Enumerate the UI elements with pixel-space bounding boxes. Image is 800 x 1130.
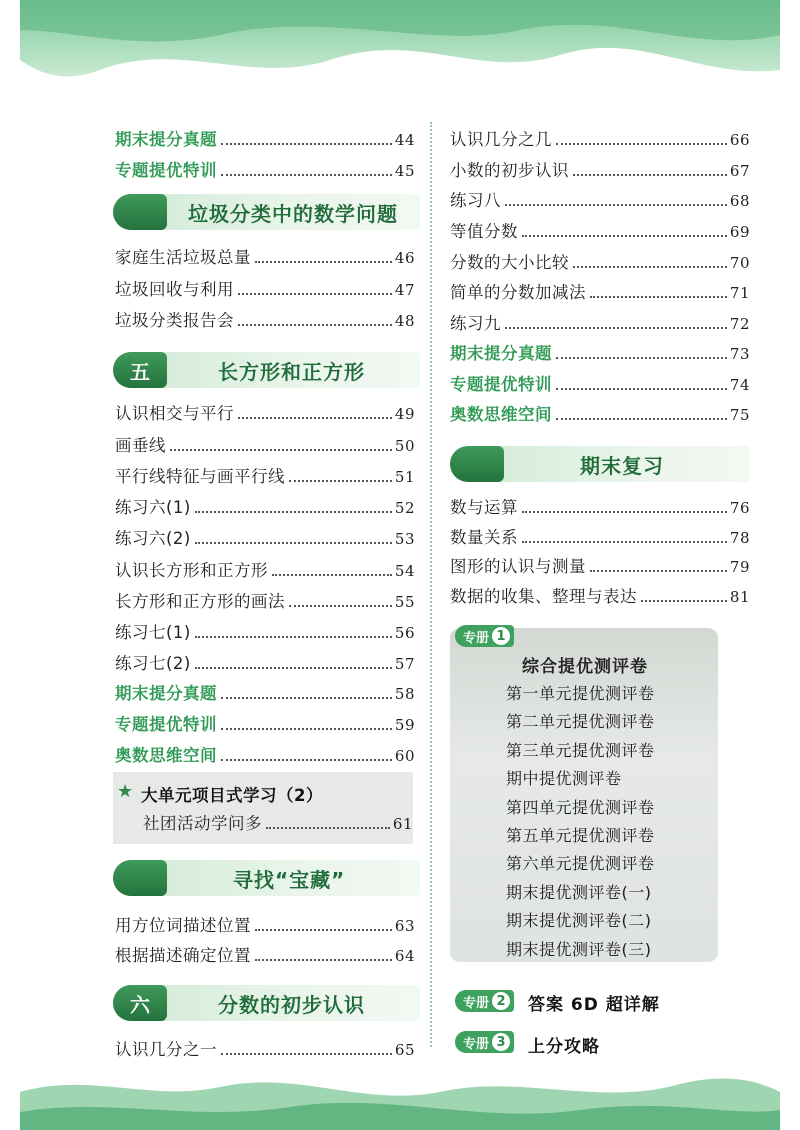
section-header[interactable]	[113, 860, 420, 896]
leader-dots	[641, 600, 727, 602]
section-title: 寻找“宝藏”	[233, 867, 346, 892]
leader-dots	[255, 959, 392, 961]
toc-entry-page: 56	[394, 624, 415, 642]
leader-dots	[238, 293, 392, 295]
leader-dots	[221, 759, 392, 761]
toc-entry-page: 72	[729, 315, 750, 333]
leader-dots	[221, 174, 392, 176]
leader-dots	[505, 204, 727, 206]
booklet-1-list	[506, 680, 655, 964]
leader-dots	[590, 570, 727, 572]
toc-entry-title: 画垂线	[115, 436, 166, 455]
toc-entry-title: 小数的初步认识	[450, 161, 569, 180]
section-tab	[113, 860, 167, 896]
toc-entry[interactable]	[115, 1040, 415, 1060]
toc-entry[interactable]	[115, 467, 415, 487]
toc-entry-title: 专题提优特训	[450, 375, 552, 394]
toc-entry-title: 期末提分真题	[450, 344, 552, 363]
toc-entry-title: 图形的认识与测量	[450, 557, 586, 576]
toc-entry-title: 简单的分数加减法	[450, 283, 586, 302]
leader-dots	[238, 417, 392, 419]
toc-entry-page: 78	[729, 529, 750, 547]
toc-entry-title: 平行线特征与画平行线	[115, 467, 285, 486]
leader-dots	[522, 541, 727, 543]
leader-dots	[266, 827, 390, 829]
toc-entry-page: 79	[729, 558, 750, 576]
toc-entry-title: 数据的收集、整理与表达	[450, 587, 637, 606]
toc-entry[interactable]	[115, 684, 415, 704]
booklet-item[interactable]: 第三单元提优测评卷	[506, 740, 655, 760]
booklet-badge-number: 1	[492, 627, 510, 645]
leader-dots	[522, 235, 727, 237]
leader-dots	[289, 605, 392, 607]
section-tab: 六	[113, 985, 167, 1021]
toc-entry-title: 期末提分真题	[115, 684, 217, 703]
toc-entry-title: 等值分数	[450, 222, 518, 241]
section-header[interactable]	[450, 446, 750, 482]
toc-entry-page: 65	[394, 1041, 415, 1059]
top-wave-decoration	[0, 0, 800, 110]
toc-entry-page: 58	[394, 685, 415, 703]
leader-dots	[289, 480, 392, 482]
toc-entry-title: 垃圾分类报告会	[115, 311, 234, 330]
toc-entry-title: 专题提优特训	[115, 161, 217, 180]
booklet-item[interactable]: 期末提优测评卷(一)	[506, 882, 652, 902]
booklet-item[interactable]: 期中提优测评卷	[506, 769, 622, 789]
toc-entry[interactable]	[115, 311, 415, 331]
toc-entry-title: 用方位词描述位置	[115, 916, 251, 935]
leader-dots	[556, 357, 727, 359]
toc-entry[interactable]	[450, 191, 750, 211]
toc-entry-page: 47	[394, 281, 415, 299]
toc-entry[interactable]	[450, 130, 750, 150]
booklet-item[interactable]: 第一单元提优测评卷	[506, 684, 655, 703]
booklet-badge-number: 2	[492, 992, 510, 1010]
leader-dots	[556, 418, 727, 420]
toc-entry[interactable]	[115, 248, 415, 268]
leader-dots	[272, 574, 392, 576]
toc-entry-title: 认识长方形和正方形	[115, 561, 268, 580]
booklet-1-badge	[455, 625, 514, 647]
section-tab: 五	[113, 352, 167, 388]
toc-entry[interactable]	[450, 283, 750, 303]
toc-entry[interactable]	[115, 498, 415, 518]
booklet-3-title[interactable]: 上分攻略	[528, 1037, 600, 1057]
toc-entry[interactable]	[115, 529, 415, 549]
toc-entry-title: 练习七(1)	[115, 623, 191, 642]
booklet-item[interactable]: 第二单元提优测评卷	[506, 712, 655, 732]
toc-entry-page: 53	[394, 530, 415, 548]
booklet-3-badge	[455, 1031, 514, 1053]
leader-dots	[556, 388, 727, 390]
toc-entry-page: 48	[394, 312, 415, 330]
toc-entry-page: 81	[729, 588, 750, 606]
toc-entry-page: 64	[394, 947, 415, 965]
toc-entry-title: 认识几分之一	[115, 1040, 217, 1059]
toc-entry-page: 45	[394, 162, 415, 180]
column-divider	[430, 122, 432, 1047]
toc-entry-title: 分数的大小比较	[450, 253, 569, 272]
section-header[interactable]	[113, 194, 420, 230]
toc-entry[interactable]	[115, 916, 415, 936]
toc-entry-page: 73	[729, 345, 750, 363]
section-header[interactable]	[113, 352, 420, 388]
toc-entry[interactable]	[115, 280, 415, 300]
toc-entry-title: 练习八	[450, 191, 501, 210]
toc-entry-page: 74	[729, 376, 750, 394]
toc-entry-page: 69	[729, 223, 750, 241]
section-header[interactable]	[113, 985, 420, 1021]
toc-entry[interactable]	[450, 375, 750, 395]
toc-entry[interactable]	[450, 222, 750, 242]
booklet-item[interactable]: 期末提优测评卷(二)	[506, 911, 652, 931]
leader-dots	[195, 542, 392, 544]
star-icon: ★	[117, 781, 134, 802]
toc-entry-page: 52	[394, 499, 415, 517]
toc-entry-title: 社团活动学问多	[143, 814, 262, 833]
toc-entry[interactable]	[450, 314, 750, 334]
toc-entry-title: 根据描述确定位置	[115, 946, 251, 965]
toc-entry[interactable]	[115, 654, 415, 674]
leader-dots	[590, 296, 727, 298]
toc-entry-page: 49	[394, 405, 415, 423]
booklet-item[interactable]: 第四单元提优测评卷	[506, 797, 655, 817]
toc-entry[interactable]	[450, 557, 750, 577]
toc-entry-page: 55	[394, 593, 415, 611]
booklet-2-title[interactable]: 答案 6D 超详解	[528, 995, 660, 1015]
leader-dots	[170, 449, 392, 451]
leader-dots	[556, 143, 727, 145]
toc-entry[interactable]	[450, 498, 750, 518]
toc-entry-page: 66	[729, 131, 750, 149]
toc-entry-title: 长方形和正方形的画法	[115, 592, 285, 611]
leader-dots	[505, 327, 727, 329]
toc-entry-page: 71	[729, 284, 750, 302]
toc-entry-title: 奥数思维空间	[450, 405, 552, 424]
toc-entry[interactable]	[115, 623, 415, 643]
leader-dots	[573, 266, 727, 268]
toc-entry[interactable]	[450, 405, 750, 425]
section-tab	[450, 446, 504, 482]
toc-entry[interactable]	[115, 946, 415, 966]
toc-entry-page: 61	[392, 815, 413, 833]
toc-entry-title: 期末提分真题	[115, 130, 217, 149]
toc-entry-title: 数量关系	[450, 528, 518, 547]
toc-entry-title: 专题提优特训	[115, 715, 217, 734]
toc-entry[interactable]	[143, 814, 413, 834]
toc-entry-title: 垃圾回收与利用	[115, 280, 234, 299]
toc-entry-page: 63	[394, 917, 415, 935]
toc-entry-page: 57	[394, 655, 415, 673]
toc-entry[interactable]	[450, 587, 750, 607]
booklet-badge-label: 专册	[463, 995, 490, 1011]
toc-entry-page: 60	[394, 747, 415, 765]
toc-entry[interactable]	[115, 436, 415, 456]
toc-entry-title: 数与运算	[450, 498, 518, 517]
bottom-wave-decoration	[0, 1062, 800, 1130]
section-title: 分数的初步认识	[218, 992, 365, 1017]
booklet-item[interactable]: 第六单元提优测评卷	[506, 854, 655, 874]
toc-entry-title: 练习七(2)	[115, 654, 191, 673]
toc-entry-page: 68	[729, 192, 750, 210]
toc-entry[interactable]	[115, 715, 415, 735]
toc-entry-title: 练习六(1)	[115, 498, 191, 517]
booklet-1-panel	[450, 628, 718, 962]
section-title: 垃圾分类中的数学问题	[188, 201, 398, 226]
leader-dots	[255, 929, 392, 931]
leader-dots	[195, 667, 392, 669]
toc-entry-page: 51	[394, 468, 415, 486]
toc-entry-title: 认识相交与平行	[115, 404, 234, 423]
toc-entry-page: 70	[729, 254, 750, 272]
toc-entry-page: 59	[394, 716, 415, 734]
toc-entry-page: 75	[729, 406, 750, 424]
toc-entry[interactable]	[115, 161, 415, 181]
toc-entry[interactable]	[450, 344, 750, 364]
leader-dots	[221, 697, 392, 699]
toc-entry-title: 奥数思维空间	[115, 746, 217, 765]
leader-dots	[195, 511, 392, 513]
leader-dots	[255, 261, 392, 263]
project-title: 大单元项目式学习（2）	[141, 786, 323, 805]
toc-entry-title: 练习六(2)	[115, 529, 191, 548]
toc-entry-title: 认识几分之几	[450, 130, 552, 149]
toc-entry-page: 46	[394, 249, 415, 267]
toc-entry[interactable]	[115, 130, 415, 150]
toc-entry-page: 50	[394, 437, 415, 455]
leader-dots	[573, 174, 727, 176]
toc-entry[interactable]	[450, 528, 750, 548]
toc-entry-title: 家庭生活垃圾总量	[115, 248, 251, 267]
booklet-badge-label: 专册	[463, 630, 490, 646]
leader-dots	[238, 324, 392, 326]
booklet-badge-number: 3	[492, 1033, 510, 1051]
leader-dots	[221, 1053, 392, 1055]
booklet-item[interactable]: 期末提优测评卷(三)	[506, 939, 652, 959]
toc-entry-page: 44	[394, 131, 415, 149]
leader-dots	[221, 728, 392, 730]
toc-entry[interactable]	[115, 746, 415, 766]
leader-dots	[221, 143, 392, 145]
section-title: 期末复习	[580, 453, 664, 478]
section-title: 长方形和正方形	[218, 359, 365, 384]
booklet-2-badge	[455, 990, 514, 1012]
booklet-badge-label: 专册	[463, 1036, 490, 1052]
toc-entry-page: 54	[394, 562, 415, 580]
toc-entry[interactable]	[115, 561, 415, 581]
toc-entry[interactable]	[115, 404, 415, 424]
toc-entry-page: 76	[729, 499, 750, 517]
toc-entry-page: 67	[729, 162, 750, 180]
booklet-1-title: 综合提优测评卷	[522, 657, 648, 677]
toc-entry[interactable]	[450, 161, 750, 181]
booklet-item[interactable]: 第五单元提优测评卷	[506, 826, 655, 846]
leader-dots	[195, 636, 392, 638]
toc-entry[interactable]	[115, 592, 415, 612]
toc-entry-title: 练习九	[450, 314, 501, 333]
toc-entry[interactable]	[450, 253, 750, 273]
leader-dots	[522, 511, 727, 513]
section-tab	[113, 194, 167, 230]
